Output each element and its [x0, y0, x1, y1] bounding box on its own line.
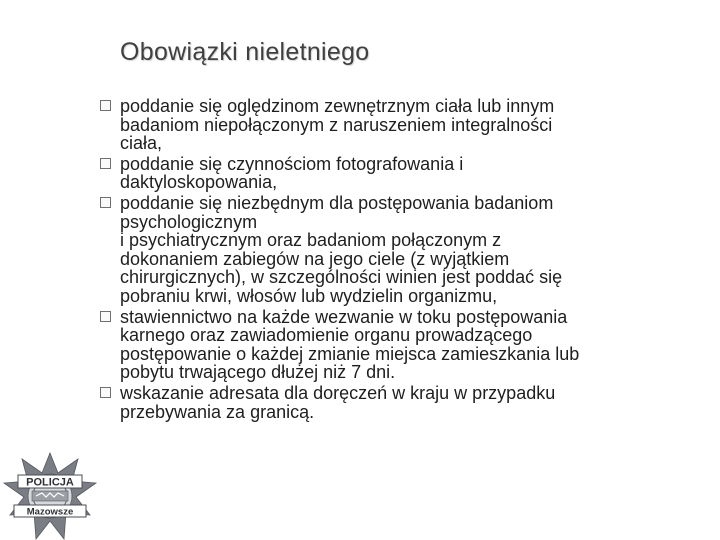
square-bullet-icon: [100, 197, 111, 208]
square-bullet-icon: [100, 100, 111, 111]
list-item-text: wskazanie adresata dla doręczeń w kraju w przypadku przebywania za granicą.: [120, 382, 556, 422]
list-item-text: poddanie się oględzinom zewnętrznym ciała lub innym badaniom niepołączonym z naruszeniem integralności ciała,: [120, 96, 555, 154]
slide-title: Obowiązki nieletniego: [120, 38, 370, 66]
list-item-text: poddanie się niezbędnym dla postępowania badaniom psychologicznym i psychiatrycznym oraz badaniom połączonym z dokonaniem zabiegów na jego ciele (z wyjątkiem chirurgicznych), w szczególności winien jest poddać się pobraniu krwi, włosów lub wydzielin organizmu,: [120, 192, 563, 306]
list-item: [100, 308, 700, 382]
logo-line2: Mazowsze: [26, 506, 74, 518]
list-item-text: stawiennictwo na każde wezwanie w toku postępowania karnego oraz zawiadomienie organu prowadzącego postępowanie o każdej zmianie miejsca zamieszkania lub pobytu trwającego dłużej niż 7 dni.: [120, 306, 580, 383]
square-bullet-icon: [100, 158, 111, 169]
list-item: [100, 384, 700, 421]
bullet-list: [100, 97, 700, 423]
square-bullet-icon: [100, 311, 111, 322]
list-item-text: poddanie się czynnościom fotografowania i daktyloskopowania,: [120, 153, 464, 193]
list-item: [100, 194, 700, 306]
square-bullet-icon: [100, 387, 111, 398]
logo-line1: POLICJA: [26, 476, 74, 489]
list-item: [100, 97, 700, 153]
police-star-logo-icon: [2, 451, 98, 540]
list-item: [100, 155, 700, 192]
